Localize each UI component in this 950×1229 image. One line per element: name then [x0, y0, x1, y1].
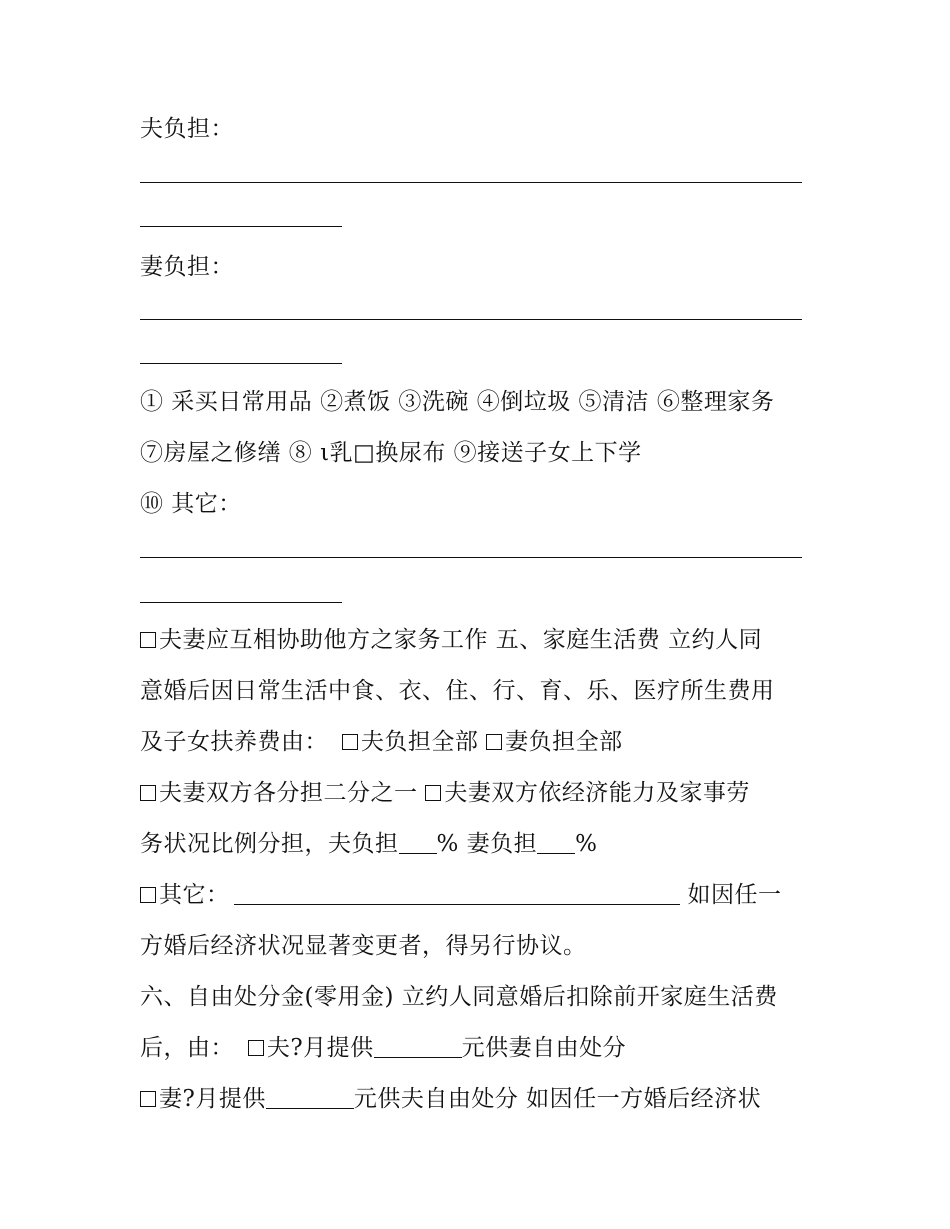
wife-burden-blank-line-short — [140, 363, 342, 364]
other-arrangement-line — [140, 880, 782, 910]
husband-full-label: 夫负担全部 — [360, 729, 479, 755]
wife-full-label: 妻负担全部 — [505, 729, 623, 755]
percent-sign: % — [575, 831, 598, 857]
husband-burden-blank-line — [140, 182, 802, 183]
other-arrangement-blank[interactable] — [234, 884, 680, 905]
chores-other-blank-line-short — [140, 602, 342, 603]
other-arrangement-label: 其它： — [159, 882, 230, 908]
split-ratio-text: 务状况比例分担，夫负担 — [140, 831, 399, 857]
pocket-money-line-2 — [140, 1033, 626, 1063]
change-clause: 方婚后经济状况显著变更者，得另行协议。 — [140, 933, 587, 959]
split-ratio-label: 夫妻双方依经济能力及家事劳 — [444, 780, 750, 806]
cooperate-text: 夫妻应互相协助他方之家务工作 五、家庭生活费 立约人同 — [159, 627, 763, 653]
cooperate-clause — [140, 625, 762, 655]
wife-percent-blank[interactable] — [537, 833, 575, 854]
living-cost-lead: 及子女扶养费由： — [140, 729, 328, 755]
chores-other-blank-line — [140, 557, 802, 558]
living-cost-line-3 — [140, 727, 623, 757]
wife-percent-label: % 妻负担 — [436, 831, 538, 857]
husband-percent-blank[interactable] — [399, 833, 437, 854]
split-ratio-line — [140, 829, 598, 859]
other-arrangement-tail: 如因任一 — [687, 882, 782, 908]
pocket-money-heading: 六、自由处分金(零用金) 立约人同意婚后扣除前开家庭生活费 — [140, 984, 778, 1010]
wife-provides-label: 妻?月提供 — [159, 1086, 266, 1112]
husband-provides-tail: 元供妻自由处分 — [461, 1035, 627, 1061]
wife-provides-amount-blank[interactable] — [266, 1088, 354, 1109]
husband-full-checkbox[interactable] — [342, 734, 358, 750]
cooperate-checkbox[interactable] — [140, 632, 156, 648]
husband-burden-blank-line-short — [140, 226, 342, 227]
husband-provides-amount-blank[interactable] — [374, 1037, 462, 1058]
split-options-line — [140, 778, 750, 808]
split-half-label: 夫妻双方各分担二分之一 — [159, 780, 418, 806]
split-half-checkbox[interactable] — [140, 785, 156, 801]
wife-provides-tail: 元供夫自由处分 如因任一方婚后经济状 — [353, 1086, 762, 1112]
pocket-money-lead: 后，由： — [140, 1035, 234, 1061]
wife-provides-checkbox[interactable] — [140, 1091, 156, 1107]
pocket-money-line-3 — [140, 1084, 761, 1114]
chores-other-label: ⑩ 其它： — [140, 491, 242, 517]
other-arrangement-checkbox[interactable] — [140, 887, 156, 903]
chores-list-line-1: ① 采买日常用品 ②煮饭 ③洗碗 ④倒垃圾 ⑤清洁 ⑥整理家务 — [140, 389, 775, 415]
wife-burden-label: 妻负担： — [140, 254, 234, 280]
split-ratio-checkbox[interactable] — [425, 785, 441, 801]
living-cost-line-2: 意婚后因日常生活中食、衣、住、行、育、乐、医疗所生费用 — [140, 678, 775, 704]
husband-provides-label: 夫?月提供 — [266, 1035, 374, 1061]
chores-list-line-2: ⑦房屋之修缮 ⑧ ι乳□换尿布 ⑨接送子女上下学 — [140, 440, 642, 466]
wife-full-checkbox[interactable] — [486, 734, 502, 750]
wife-burden-blank-line — [140, 319, 802, 320]
husband-provides-checkbox[interactable] — [248, 1040, 264, 1056]
husband-burden-label: 夫负担： — [140, 116, 234, 142]
